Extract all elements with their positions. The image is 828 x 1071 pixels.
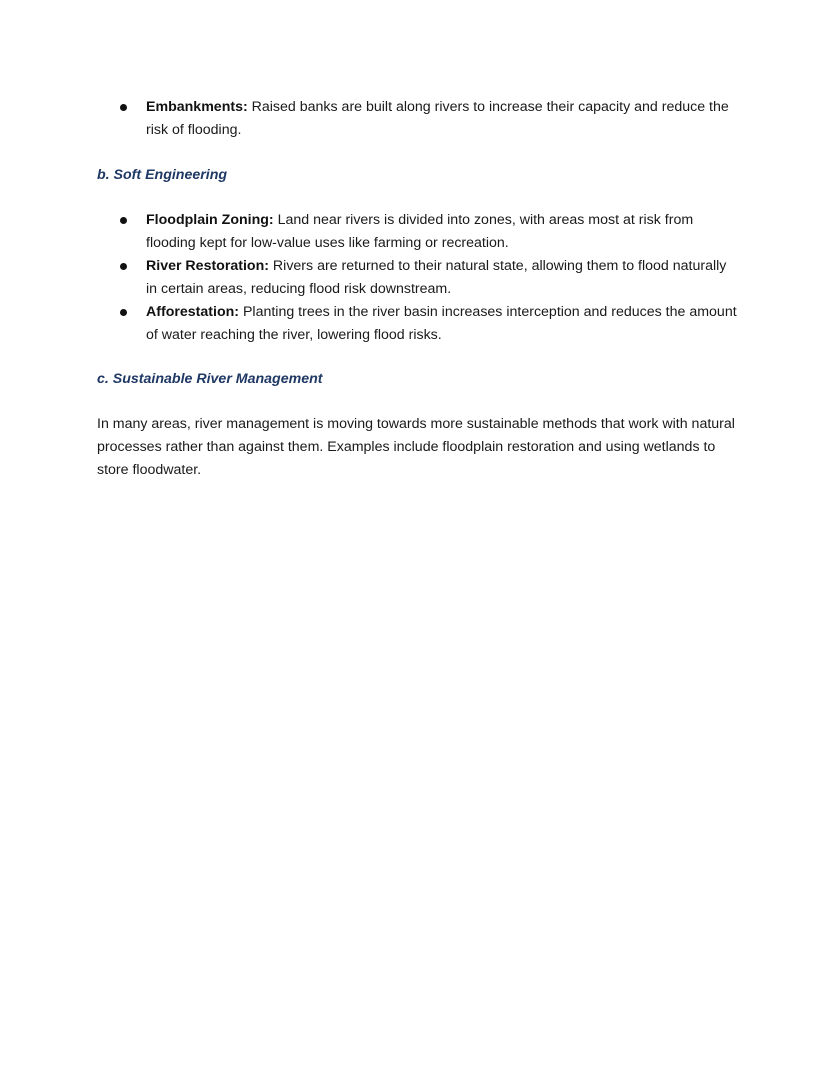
text-embankments: Raised banks are built along rivers to increase their capacity and reduce the risk of flooding. [146, 99, 729, 138]
list-item-embankments [97, 96, 737, 142]
bullet-icon [120, 104, 127, 111]
term-afforestation: Afforestation: [146, 304, 240, 320]
page-content [97, 96, 737, 482]
term-embankments: Embankments: [146, 99, 248, 115]
text-river-restoration: Rivers are returned to their natural state, allowing them to flood naturally in certain areas, reducing flood risk downstream. [146, 258, 727, 297]
text-floodplain-zoning: Land near rivers is divided into zones, with areas most at risk from flooding kept for low-value uses like farming or recreation. [146, 212, 694, 251]
heading-sustainable-river-management: c. Sustainable River Management [97, 371, 323, 387]
bullet-icon [120, 217, 127, 224]
hard-engineering-list [97, 96, 737, 142]
term-river-restoration: River Restoration: [146, 258, 269, 274]
list-item-river-restoration [97, 255, 737, 301]
bullet-icon [120, 263, 127, 270]
paragraph-sustainable-management: In many areas, river management is moving towards more sustainable methods that work with natural processes rather than against them. Examples include floodplain restoration and using wetlands to store floodwater. [97, 416, 735, 478]
list-item-afforestation [97, 301, 737, 347]
list-item-floodplain-zoning [97, 209, 737, 255]
text-afforestation: Planting trees in the river basin increases interception and reduces the amount of water reaching the river, lowering flood risks. [146, 304, 737, 343]
bullet-icon [120, 309, 127, 316]
heading-soft-engineering: b. Soft Engineering [97, 167, 228, 183]
soft-engineering-list [97, 209, 737, 347]
term-floodplain-zoning: Floodplain Zoning: [146, 212, 274, 228]
